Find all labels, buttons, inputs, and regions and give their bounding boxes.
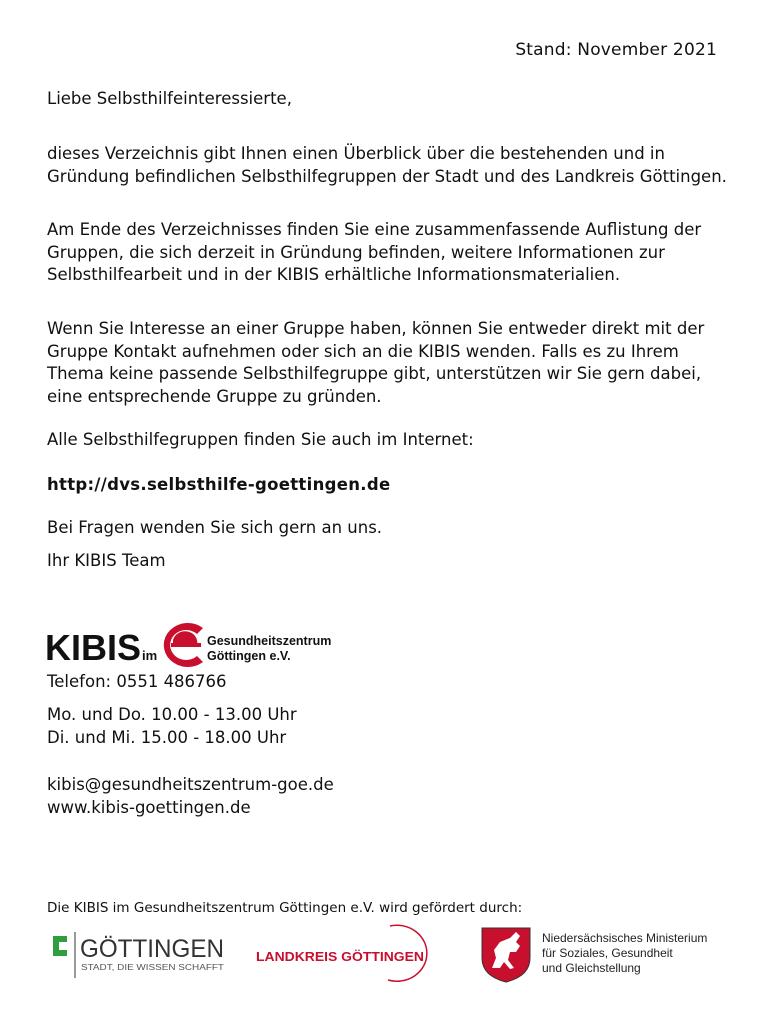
stadt-goettingen-name: GÖTTINGEN <box>80 935 224 963</box>
intro-paragraph: dieses Verzeichnis gibt Ihnen einen Überblick über die bestehenden und in Gründung befindlichen Selbsthilfegruppen der Stadt und des Landkreis Göttingen. <box>47 144 727 186</box>
online-contact <box>47 773 334 819</box>
opening-hours-di-mi: Di. und Mi. 15.00 - 18.00 Uhr <box>47 728 287 747</box>
email-link[interactable]: kibis@gesundheitszentrum-goe.de <box>47 775 334 794</box>
phone-number: Telefon: 0551 486766 <box>47 672 227 691</box>
ministry-logo <box>480 924 730 984</box>
date-stamp: Stand: November 2021 <box>515 40 717 60</box>
gz-logo-line2: Göttingen e.V. <box>207 649 291 663</box>
stadt-goettingen-logo <box>47 928 232 980</box>
website-link[interactable]: www.kibis-goettingen.de <box>47 798 251 817</box>
questions-line: Bei Fragen wenden Sie sich gern an uns. <box>47 518 383 537</box>
contents-paragraph: Am Ende des Verzeichnisses finden Sie eine zusammenfassende Auflistung der Gruppen, die sich derzeit in Gründung befinden, weitere Informationen zur Selbsthilfearbeit und in der KIBIS erhältliche Informationsmaterialien. <box>47 220 702 284</box>
gz-logo-line1: Gesundheitszentrum <box>207 634 332 648</box>
greeting: Liebe Selbsthilfeinteressierte, <box>47 89 292 108</box>
directory-link[interactable]: http://dvs.selbsthilfe-goettingen.de <box>47 475 391 494</box>
opening-hours-mo-do: Mo. und Do. 10.00 - 13.00 Uhr <box>47 705 297 724</box>
stadt-goettingen-tagline: STADT, DIE WISSEN SCHAFFT <box>81 963 225 972</box>
ministry-line3: und Gleichstellung <box>542 961 641 975</box>
contact-paragraph: Wenn Sie Interesse an einer Gruppe haben, können Sie entweder direkt mit der Gruppe Kontakt aufnehmen oder sich an die KIBIS wenden. Falls es zu Ihrem Thema keine passende Selbsthilfegruppe gibt, unterstützen wir Sie gern dabei, eine entsprechende Gruppe zu gründen. <box>47 319 705 406</box>
funding-note: Die KIBIS im Gesundheitszentrum Göttingen e.V. wird gefördert durch: <box>47 900 523 916</box>
gesundheitszentrum-e-icon <box>164 623 203 667</box>
ministry-line1: Niedersächsisches Ministerium <box>542 931 708 945</box>
kibis-logo <box>45 618 345 668</box>
ministry-line2: für Soziales, Gesundheit <box>542 946 673 960</box>
internet-intro: Alle Selbsthilfegruppen finden Sie auch im Internet: <box>47 430 474 449</box>
stadt-goettingen-c-icon <box>53 936 67 956</box>
landkreis-goettingen-logo <box>252 922 442 984</box>
opening-hours <box>47 703 297 749</box>
kibis-logo-wordmark: KIBIS <box>45 627 142 668</box>
lower-saxony-horse-icon <box>482 928 530 982</box>
landkreis-name: LANDKREIS GÖTTINGEN <box>256 949 424 964</box>
kibis-logo-im: im <box>142 648 158 663</box>
signature: Ihr KIBIS Team <box>47 551 166 570</box>
